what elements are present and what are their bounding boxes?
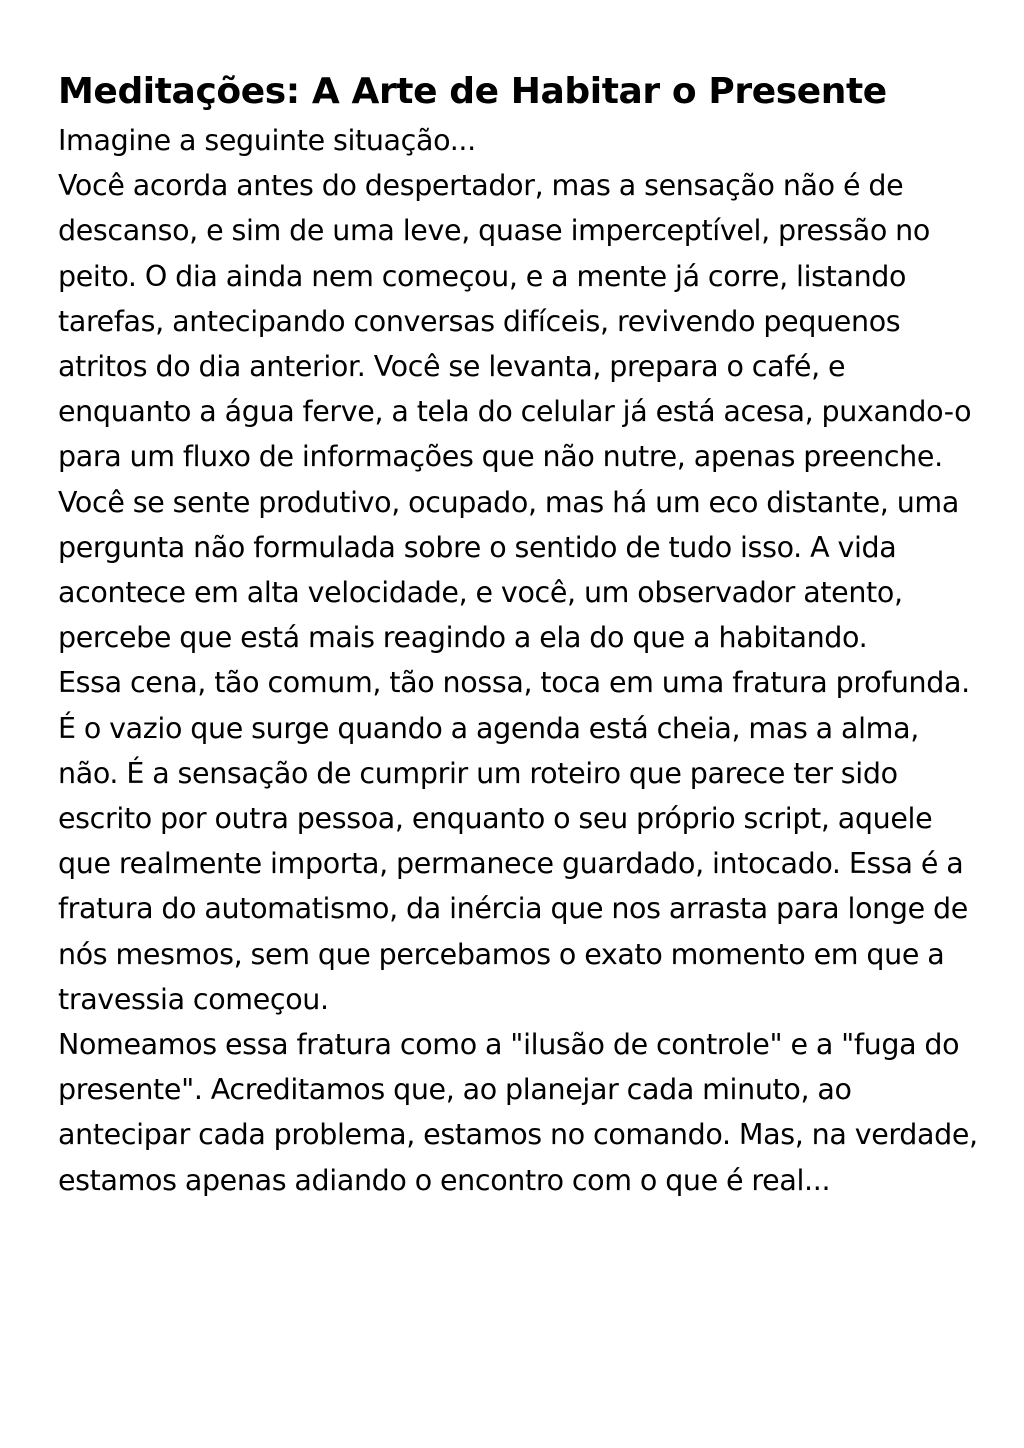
paragraph-intro: Imagine a seguinte situação... bbox=[58, 124, 476, 157]
document-title: Meditações: A Arte de Habitar o Presente bbox=[58, 71, 887, 112]
paragraph-morning-scene: Você acorda antes do despertador, mas a sensação não é de descanso, e sim de uma leve, quase imperceptível, pressão no peito. O dia ainda nem começou, e a mente já corre, listando tarefas, antecipando conversas difíceis, revivendo pequenos atritos do dia anterior. Você se levanta, prepara o café, e enquanto a água ferve, a tela do celular já está acesa, puxando-o para um fluxo de informações que não nutre, apenas preenche. Você se sente produtivo, ocupado, mas há um eco distante, uma pergunta não formulada sobre o sentido de tudo isso. A vida acontece em alta velocidade, e você, um observador atento, percebe que está mais reagindo a ela do que a habitando. bbox=[58, 169, 972, 655]
paragraph-illusion-of-control: Nomeamos essa fratura como a "ilusão de controle" e a "fuga do presente". Acreditamos que, ao planejar cada minuto, ao antecipar cada problema, estamos no comando. Mas, na verdade, estamos apenas adiando o encontro com o que é real... bbox=[58, 1028, 978, 1197]
paragraph-fracture: Essa cena, tão comum, tão nossa, toca em uma fratura profunda. É o vazio que surge quando a agenda está cheia, mas a alma, não. É a sensação de cumprir um roteiro que parece ter sido escrito por outra pessoa, enquanto o seu próprio script, aquele que realmente importa, permanece guardado, intocado. Essa é a fratura do automatismo, da inércia que nos arrasta para longe de nós mesmos, sem que percebamos o exato momento em que a travessia começou. bbox=[58, 666, 970, 1016]
document-page bbox=[58, 66, 978, 1203]
